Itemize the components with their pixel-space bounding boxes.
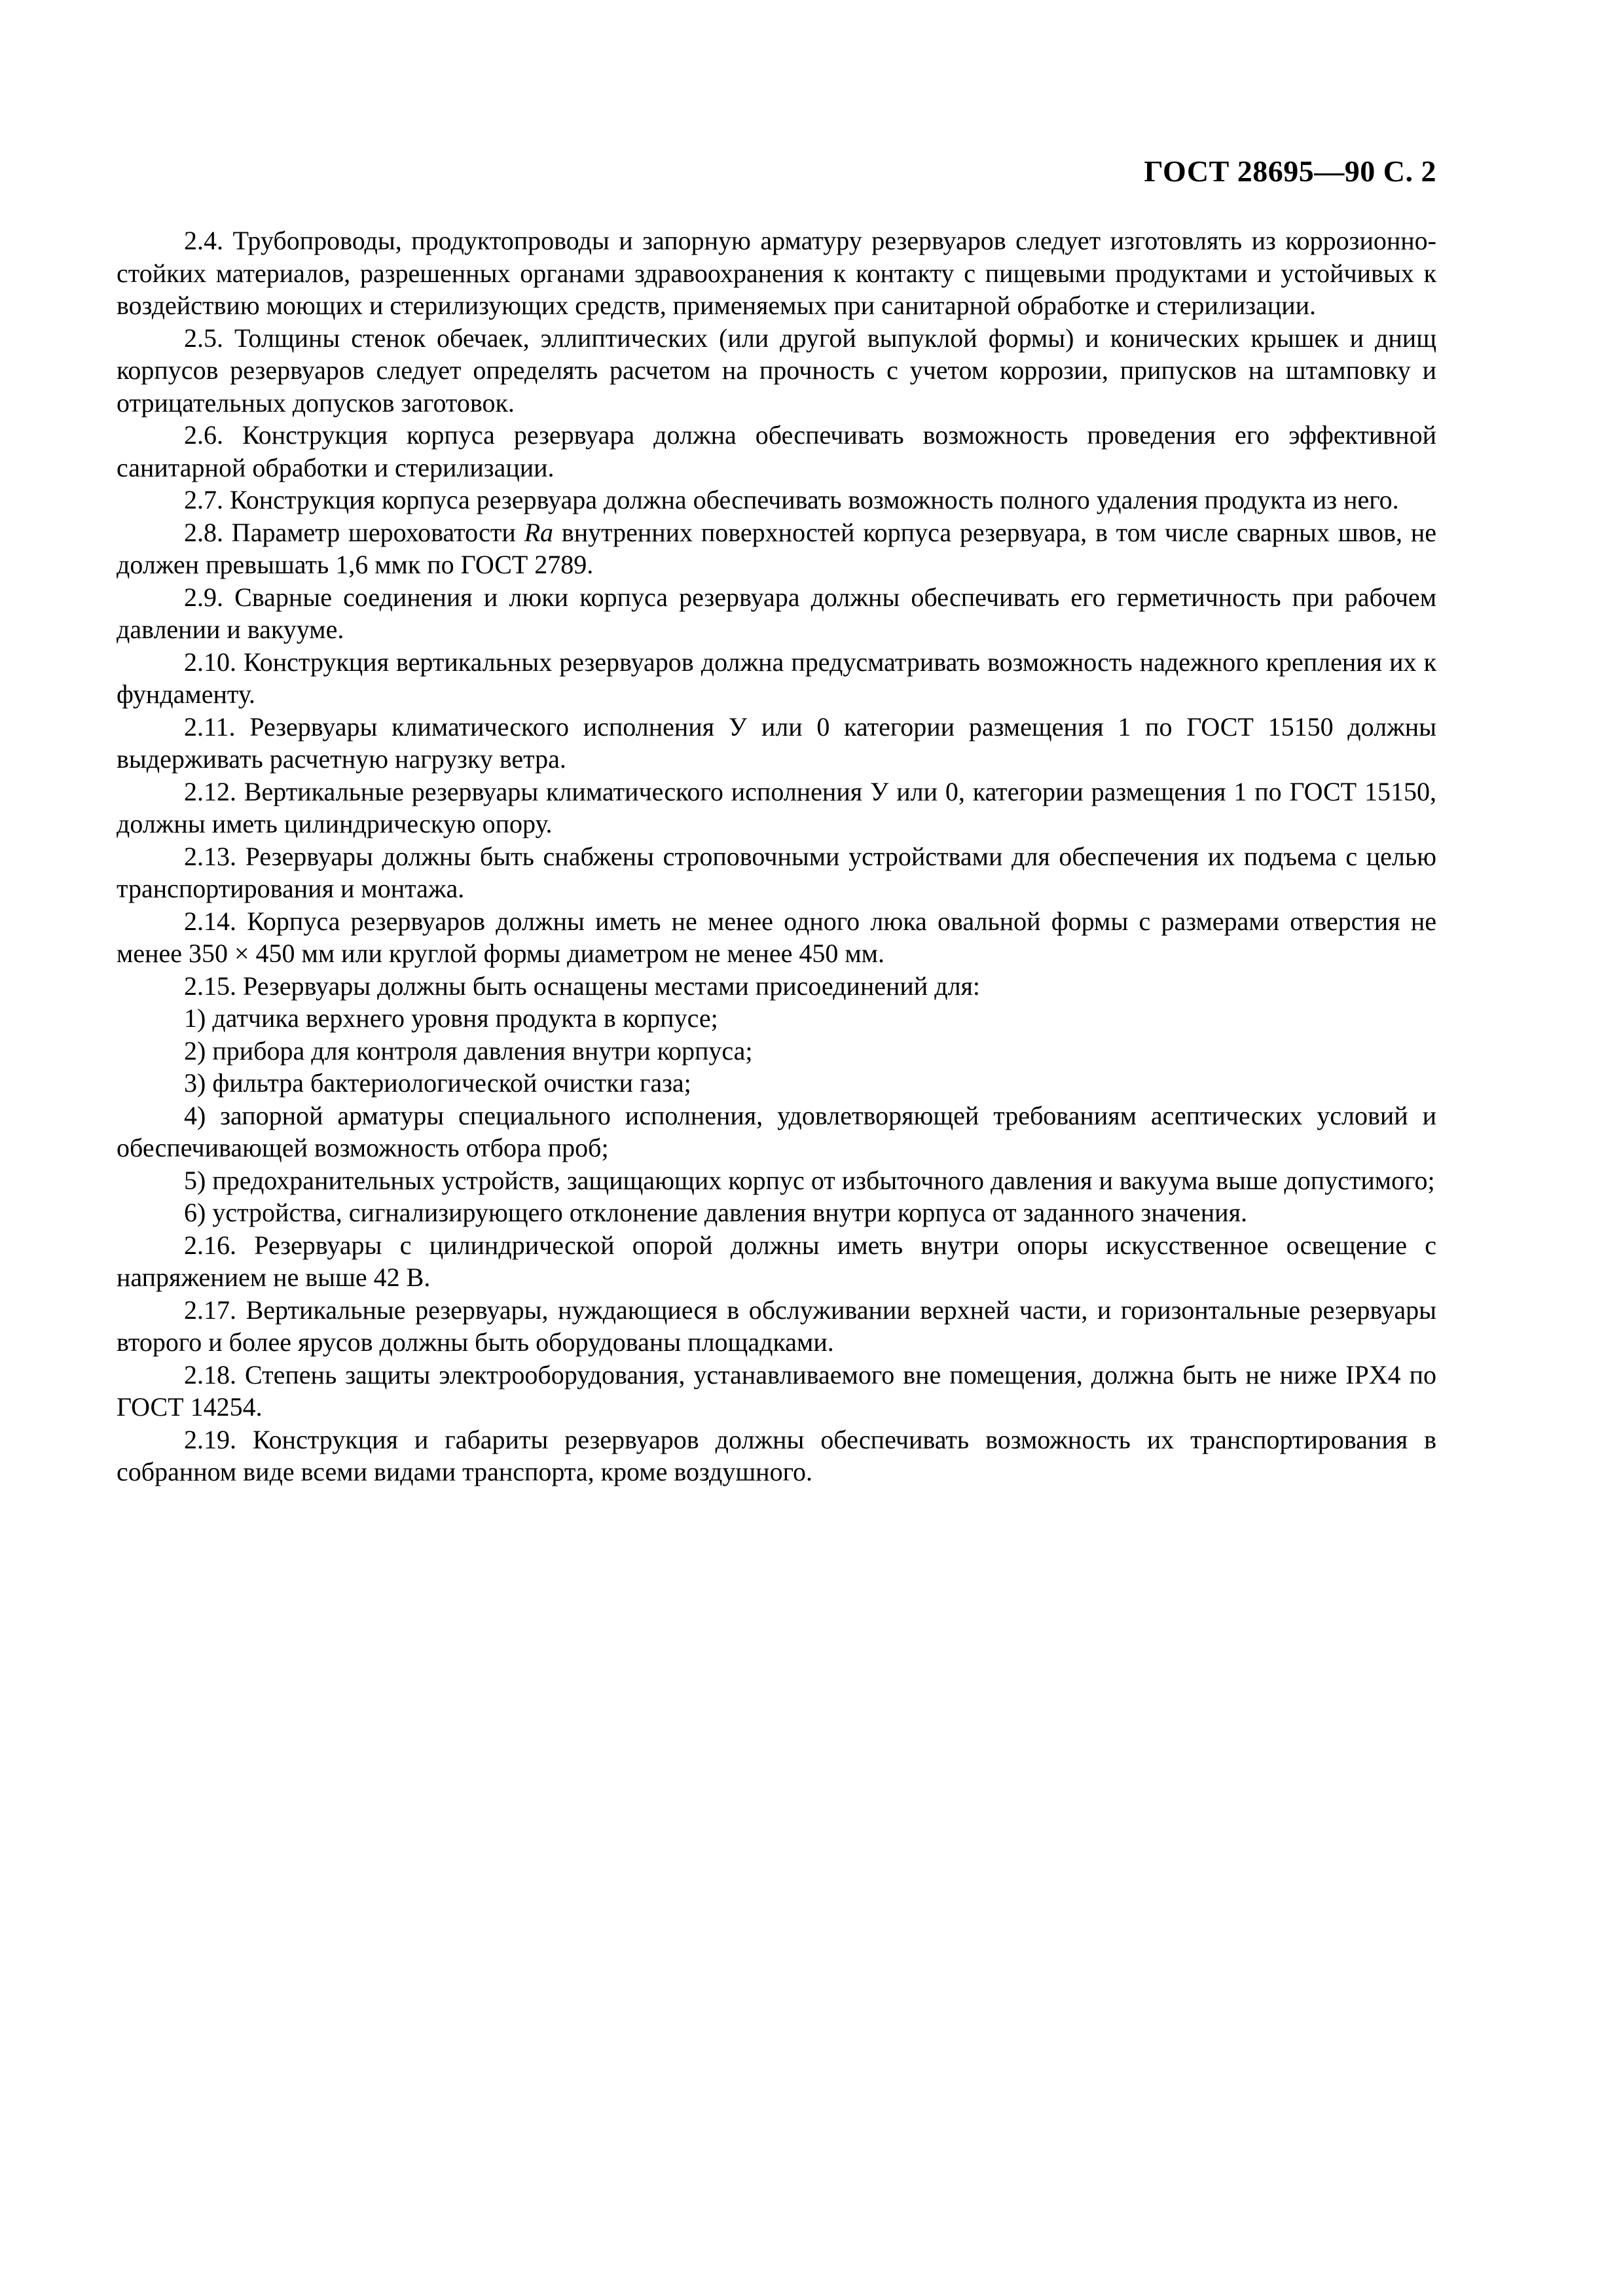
paragraph-2-10: 2.10. Конструкция вертикальных резервуаров должна предусматривать возможность надежного крепления их к фундаменту. [117,647,1436,709]
paragraph-2-8-end: внутренних поверхностей корпуса резервуара, в том числе сварных швов, не должен превышать 1,6 ммк по ГОСТ 2789. [117,517,1437,579]
paragraph-2-15: 2.15. Резервуары должны быть оснащены местами присоединений для: [184,971,981,1001]
paragraph-2-19: 2.19. Конструкция и габариты резервуаров должны обеспечивать возможность их транспортирования в собранном виде всеми видами транспорта, кроме воздушного. [117,1424,1436,1486]
paragraph-2-7: 2.7. Конструкция корпуса резервуара должна обеспечивать возможность полного удаления продукта из него. [184,485,1399,514]
list-item-2: 2) прибора для контроля давления внутри корпуса; [184,1035,753,1066]
paragraph-2-11: 2.11. Резервуары климатического исполнения У или 0 категории размещения 1 по ГОСТ 15150 должны выдерживать расчетную нагрузку ветра. [117,711,1436,774]
list-item-5: 5) предохранительных устройств, защищающих корпус от избыточного давления и вакуума выше допустимого; [184,1165,1435,1195]
paragraph-2-9: 2.9. Сварные соединения и люки корпуса резервуара должны обеспечивать его герметичность при рабочем давлении и вакууме. [117,582,1436,644]
paragraph-2-18: 2.18. Степень защиты электрооборудования, устанавливаемого вне помещения, должна быть не ниже IPX4 по ГОСТ 14254. [117,1359,1436,1422]
paragraph-2-16: 2.16. Резервуары с цилиндрической опорой должны иметь внутри опоры искусственное освещение с напряжением не выше 42 В. [117,1230,1436,1292]
paragraph-2-8-start: 2.8. Параметр шероховатости [184,517,524,547]
paragraph-2-6: 2.6. Конструкция корпуса резервуара должна обеспечивать возможность проведения его эффективной санитарной обработки и стерилизации. [117,420,1436,482]
paragraph-2-8 [117,516,1436,581]
list-item-6: 6) устройства, сигнализирующего отклонение давления внутри корпуса от заданного значения. [184,1198,1247,1227]
paragraph-2-17: 2.17. Вертикальные резервуары, нуждающиеся в обслуживании верхней части, и горизонтальные резервуары второго и более ярусов должны быть оборудованы площадками. [117,1295,1436,1357]
paragraph-2-5: 2.5. Толщины стенок обечаек, эллиптических (или другой выпуклой формы) и конических крышек и днищ корпусов резервуаров следует определять расчетом на прочность с учетом коррозии, припусков на штамповку и отрицательных допусков заготовок. [117,323,1436,418]
paragraph-2-14: 2.14. Корпуса резервуаров должны иметь не менее одного люка овальной формы с размерами отверстия не менее 350 × 450 мм или круглой формы диаметром не менее 450 мм. [117,906,1436,968]
paragraph-2-13: 2.13. Резервуары должны быть снабжены строповочными устройствами для обеспечения их подъема с целью транспортирования и монтажа. [117,841,1436,903]
list-item-3: 3) фильтра бактериологической очистки газа; [184,1068,691,1098]
paragraph-2-4: 2.4. Трубопроводы, продуктопроводы и запорную арматуру резервуаров следует изготовлять из коррозионно-стойких материалов, разрешенных органами здравоохранения к контакту с пищевыми продуктами и устойчивых к воздействию моющих и стерилизующих средств, применяемых при санитарной обработке и стерилизации. [117,226,1436,320]
list-item-1: 1) датчика верхнего уровня продукта в корпусе; [184,1003,718,1033]
list-item-4: 4) запорной арматуры специального исполнения, удовлетворяющей требованиям асептических условий и обеспечивающей возможность отбора проб; [117,1100,1436,1162]
paragraph-2-12: 2.12. Вертикальные резервуары климатического исполнения У или 0, категории размещения 1 по ГОСТ 15150, должны иметь цилиндрическую опору. [117,776,1436,838]
roughness-symbol: Ra [524,517,553,547]
document-body [117,224,1436,1488]
page-header: ГОСТ 28695—90 С. 2 [1144,154,1436,188]
